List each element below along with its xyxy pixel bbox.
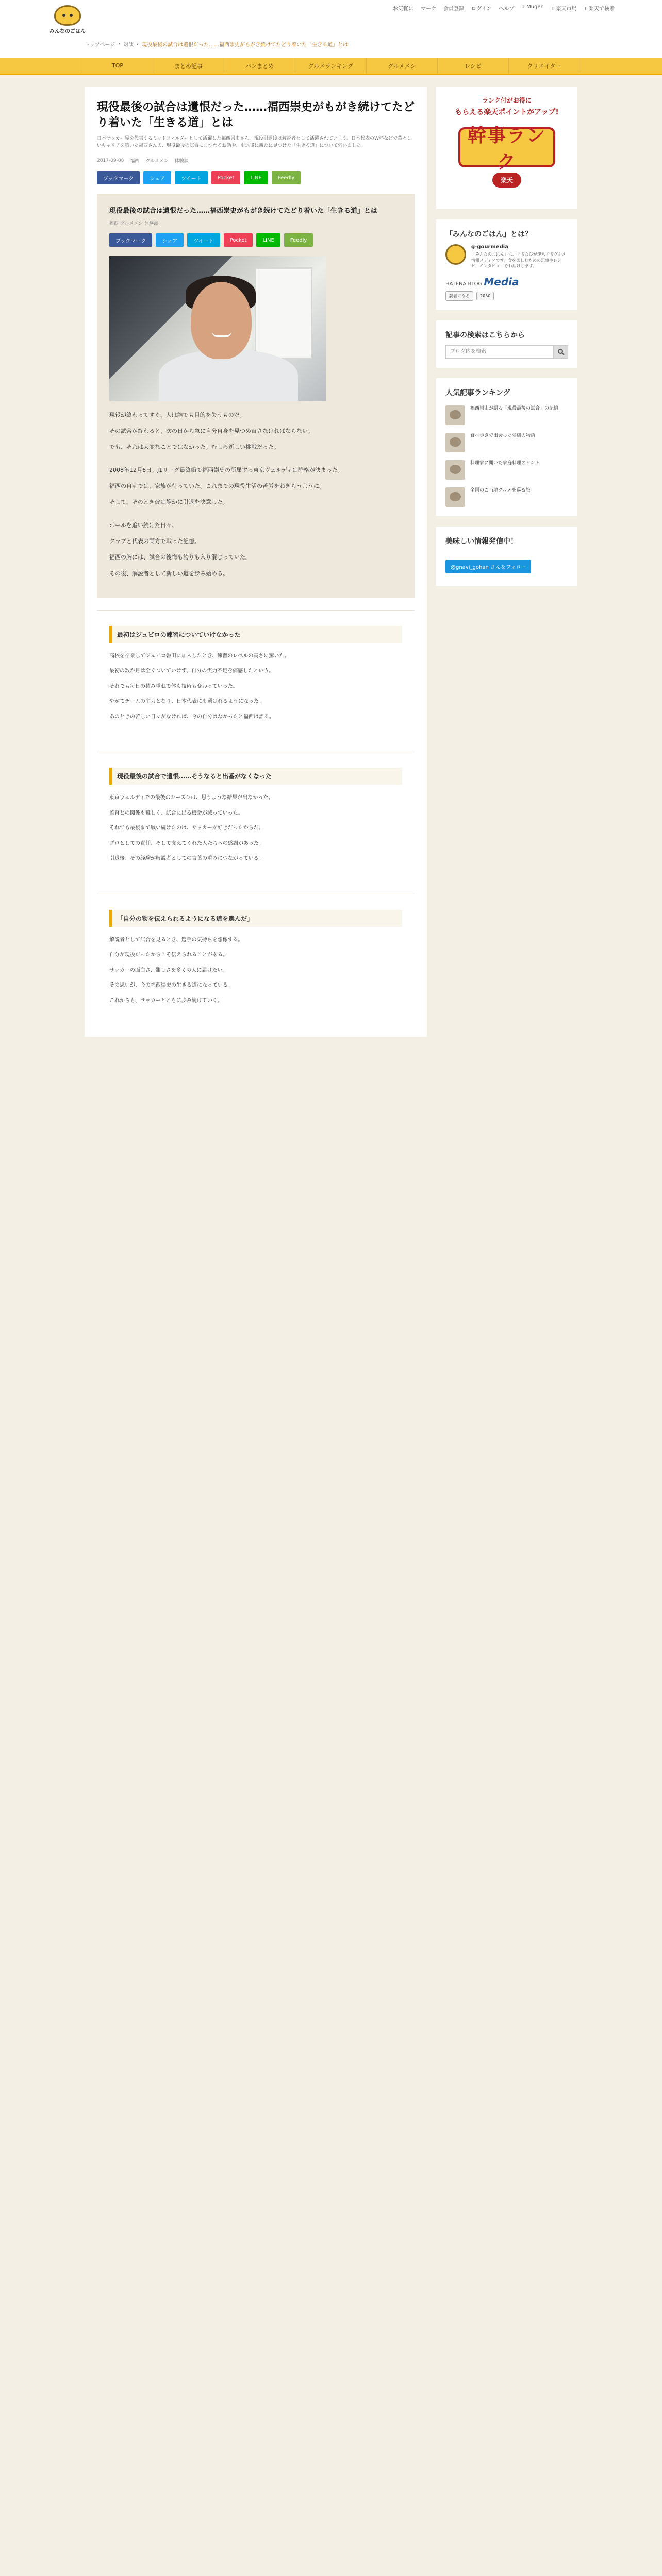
share-feedly-button-secondary[interactable]: Feedly — [284, 233, 313, 247]
share-tweet-button[interactable]: ツイート — [175, 171, 208, 184]
hatena-media-label: Media — [484, 275, 519, 288]
ranking-item[interactable] — [445, 405, 568, 425]
share-bookmark-button[interactable]: ブックマーク — [97, 171, 140, 184]
section-paragraph: 引退後、その経験が解説者としての言葉の重みにつながっている。 — [109, 856, 264, 862]
follow-button[interactable]: 読者になる — [445, 291, 473, 301]
search-title: 記事の検索はこちらから — [445, 331, 525, 340]
ranking-item[interactable] — [445, 433, 568, 452]
user-name[interactable]: g-gourmedia — [471, 244, 508, 250]
article-hero-image — [109, 256, 326, 401]
search-icon — [557, 348, 565, 355]
about-text: 「みんなのごはん」は、ぐるなびが運営するグルメ情報メディアです。食を楽しむための記事やレシピ、インタビューをお届けします。 — [471, 252, 566, 269]
ranking-item[interactable] — [445, 460, 568, 480]
article-paragraph: その試合が終わると、次の日から急に自分自身を見つめ直さなければならない。 — [109, 428, 313, 435]
article-tag[interactable]: グルメメシ — [145, 159, 169, 164]
section-paragraph: 自分が現役だったからこそ伝えられることがある。 — [109, 952, 228, 958]
nav-top[interactable]: TOP — [82, 58, 153, 74]
article-paragraph: クラブと代表の両方で戦った記憶。 — [109, 538, 200, 545]
site-logo[interactable] — [47, 5, 88, 38]
person-face-image — [191, 282, 252, 359]
top-link[interactable]: 1 楽天で検索 — [584, 6, 615, 12]
section-paragraph: プロとしての責任、そして支えてくれた人たちへの感謝があった。 — [109, 840, 264, 846]
ranking-item-title: 福西崇史が語る「現役最後の試合」の記憶 — [470, 405, 559, 411]
search-input[interactable] — [445, 345, 554, 359]
section-heading: 現役最後の試合で遺恨……そうなると出番がなくなった — [109, 768, 402, 785]
share-pocket-button-secondary[interactable]: Pocket — [224, 233, 253, 247]
top-link[interactable]: お気軽に — [393, 6, 414, 12]
top-links — [393, 4, 615, 12]
section-paragraph: これからも、サッカーとともに歩み続けていく。 — [109, 997, 223, 1004]
top-link[interactable]: ログイン — [471, 6, 492, 12]
share-line-button-secondary[interactable]: LINE — [256, 233, 280, 247]
search-card — [436, 320, 577, 368]
breadcrumb-category[interactable]: 対談 — [123, 42, 134, 48]
article-date: 2017-09-08 — [97, 158, 124, 163]
nav-creator[interactable]: クリエイター — [509, 58, 580, 74]
ranking-item-title: 全国のご当地グルメを巡る旅 — [470, 487, 531, 493]
top-link[interactable]: マーケ — [421, 6, 437, 12]
about-card — [436, 219, 577, 310]
article-paragraph: ボールを追い続けた日々。 — [109, 522, 177, 529]
section-paragraph: あのときの苦しい日々がなければ、今の自分はなかったと福西は語る。 — [109, 714, 274, 720]
top-link[interactable]: 1 楽天市場 — [551, 6, 577, 12]
follow-row — [445, 291, 568, 301]
article-tag[interactable]: 福西 — [130, 159, 140, 164]
search-box — [445, 345, 568, 359]
site-header — [0, 0, 662, 58]
ranking-item[interactable] — [445, 487, 568, 507]
article-intro: 日本サッカー界を代表するミッドフィルダーとして活躍した福西崇史さん。現役引退後は解説者として活躍されています。日本代表のW杯などで華々しいキャリアを築いた福西さんの、現役最後の試合にまつわるお話や、引退後に新たに見つけた「生きる道」について伺いました。 — [97, 136, 412, 149]
spacer — [109, 459, 402, 466]
ranking-thumbnail-image — [445, 487, 465, 507]
user-row — [445, 244, 568, 269]
top-link[interactable]: ヘルプ — [499, 6, 515, 12]
breadcrumb-current: 現役最後の試合は遺恨だった……福西崇史がもがき続けてたどり着いた「生きる道」とは — [142, 42, 349, 48]
section-paragraph: 解説者として試合を見るとき、選手の気持ちを想像する。 — [109, 937, 243, 943]
ad-badge: 楽天 — [492, 173, 521, 188]
hatena-media-logo — [445, 276, 568, 288]
section-paragraph: 監督との関係も難しく、試合に出る機会が減っていった。 — [109, 810, 243, 816]
breadcrumb-separator-icon: › — [137, 41, 139, 47]
article-paragraph: 2008年12月6日。J1リーグ最終節で福西崇史の所属する東京ヴェルディは降格が決まった。 — [109, 467, 343, 474]
article-meta — [97, 157, 415, 164]
share-buttons — [97, 171, 415, 184]
section-paragraph: やがてチームの主力となり、日本代表にも選ばれるようになった。 — [109, 699, 264, 705]
main-navigation — [0, 58, 662, 75]
section-paragraph: その思いが、今の福西崇史の生きる道になっている。 — [109, 982, 233, 989]
section-paragraph: 高校を卒業してジュビロ磐田に加入したとき、練習のレベルの高さに驚いた。 — [109, 653, 290, 659]
ranking-item-title: 食べ歩きで出会った名店の物語 — [470, 433, 536, 438]
mascot-logo-icon — [54, 5, 81, 26]
article-section — [97, 610, 415, 740]
nav-bread[interactable]: パンまとめ — [224, 58, 295, 74]
breadcrumb-home[interactable]: トップページ — [85, 42, 115, 48]
ranking-thumbnail-image — [445, 405, 465, 425]
social-title: 美味しい情報発信中！ — [445, 537, 518, 546]
ranking-thumbnail-image — [445, 433, 465, 452]
article-content-box — [97, 194, 415, 597]
article-paragraph: そして、そのとき彼は静かに引退を決意した。 — [109, 499, 228, 506]
nav-recipe[interactable]: レシピ — [438, 58, 509, 74]
article-tag[interactable]: 体験談 — [174, 159, 189, 164]
section-paragraph: 東京ヴェルディでの最後のシーズンは、思うような結果が出なかった。 — [109, 795, 274, 801]
ad-main-text: もらえる楽天ポイントがアップ! — [455, 108, 559, 116]
section-heading: 「自分の物を伝えられるようになる道を選んだ」 — [109, 910, 402, 927]
about-title: 「みんなのごはん」とは？ — [445, 230, 532, 239]
hatena-blog-label: HATENA BLOG — [445, 281, 483, 287]
article-paragraph: 福西の自宅では、家族が待っていた。これまでの現役生活の苦労をねぎらうように。 — [109, 483, 325, 490]
share-feedly-button[interactable]: Feedly — [272, 171, 301, 184]
nav-ranking[interactable]: グルメランキング — [295, 58, 367, 74]
spacer — [109, 514, 402, 521]
article-section — [97, 894, 415, 1024]
mascot-avatar-icon — [445, 244, 466, 265]
breadcrumb — [85, 40, 615, 48]
share-tweet-button-secondary[interactable]: ツイート — [187, 233, 220, 247]
background-window-image — [255, 267, 312, 359]
ranking-item-title: 料理家に聞いた家庭料理のヒント — [470, 460, 540, 466]
section-heading: 最初はジュビロの練習についていけなかった — [109, 626, 402, 643]
follower-count: 2030 — [476, 292, 494, 300]
article-body — [109, 411, 402, 578]
article-box-meta: 福西 グルメメシ 体験談 — [109, 221, 159, 227]
ad-rank-text: 幹事ランク — [458, 127, 555, 167]
section-paragraph: サッカーの面白さ、難しさを多くの人に届けたい。 — [109, 967, 228, 973]
share-bookmark-button-secondary[interactable]: ブックマーク — [109, 233, 152, 247]
ranking-title: 人気記事ランキング — [445, 388, 510, 397]
article-paragraph: でも、それは大変なことではなかった。むしろ新しい挑戦だった。 — [109, 444, 279, 451]
ranking-thumbnail-image — [445, 460, 465, 480]
share-pocket-button[interactable]: Pocket — [211, 171, 241, 184]
section-paragraph: それでも最後まで戦い続けたのは、サッカーが好きだったからだ。 — [109, 825, 264, 832]
nav-summary[interactable]: まとめ記事 — [153, 58, 224, 74]
article-main — [85, 87, 427, 1037]
top-link[interactable]: 1 Mugen — [521, 4, 544, 10]
section-paragraph: 最初の数か月は全くついていけず、自分の実力不足を痛感したという。 — [109, 668, 274, 674]
site-name: みんなのごはん — [49, 29, 86, 35]
top-link[interactable]: 会員登録 — [443, 6, 465, 12]
section-paragraph: それでも毎日の積み重ねで体も技術も変わっていった。 — [109, 683, 238, 689]
ranking-card — [436, 378, 577, 516]
page-title: 現役最後の試合は遺恨だった……福西崇史がもがき続けてたどり着いた「生きる道」とは — [97, 101, 415, 129]
search-button[interactable] — [554, 345, 568, 359]
article-paragraph: 現役が終わってすぐ、人は誰でも目的を失うものだ。 — [109, 412, 245, 419]
nav-gourmet[interactable]: グルメメシ — [367, 58, 438, 74]
ad-top-text: ランク付がお得に — [482, 97, 532, 104]
article-box-title: 現役最後の試合は遺恨だった……福西崇史がもがき続けてたどり着いた「生きる道」とは — [109, 207, 378, 215]
article-paragraph: その後、解説者として新しい道を歩み始める。 — [109, 570, 228, 577]
share-line-button[interactable]: LINE — [244, 171, 268, 184]
article-paragraph: 福西の胸には、試合の後悔も誇りも入り混じっていた。 — [109, 554, 251, 561]
article-section — [97, 752, 415, 882]
share-facebook-button-secondary[interactable]: シェア — [156, 233, 184, 247]
breadcrumb-separator-icon: › — [118, 41, 121, 47]
twitter-follow-button[interactable]: @gnavi_gohan さんをフォロー — [445, 560, 531, 573]
social-card — [436, 527, 577, 586]
share-facebook-button[interactable]: シェア — [143, 171, 171, 184]
sidebar-ad[interactable] — [436, 87, 577, 209]
sidebar — [436, 87, 577, 597]
share-buttons-secondary — [109, 233, 402, 247]
